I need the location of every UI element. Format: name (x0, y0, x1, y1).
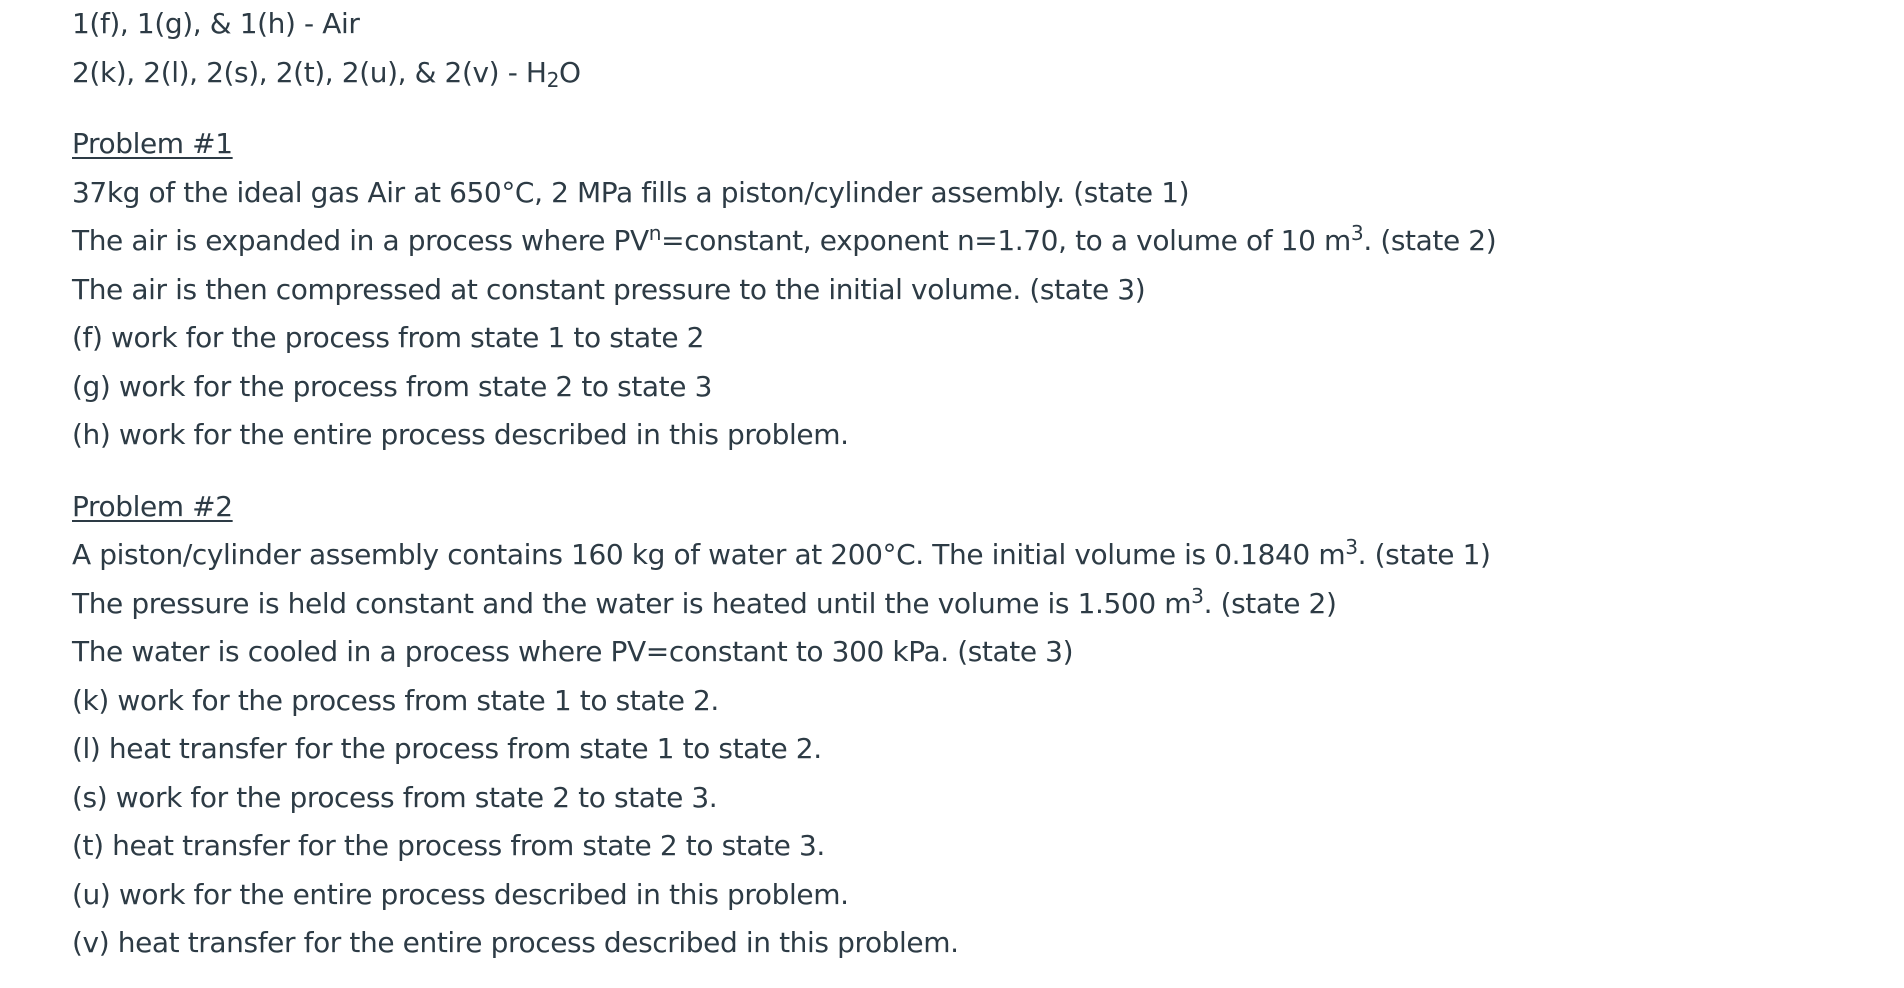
problem-2-heating-pre: The pressure is held constant and the water is heated until the volume is 1.500 m (72, 586, 1192, 620)
problem-1-expansion-pre: The air is expanded in a process where PV (72, 224, 649, 257)
problem-2-heating-post: . (state 2) (1203, 586, 1337, 620)
header-line-water-subscript: 2 (546, 67, 559, 92)
problem-1-item-h: (h) work for the entire process described in this problem. (72, 418, 849, 451)
spacer (72, 97, 1872, 120)
problem-1-item-g: (g) work for the process from state 2 to state 3 (72, 369, 712, 403)
problem-2-intro-post: . (state 1) (1357, 538, 1491, 571)
problem-1-compression: The air is then compressed at constant pressure to the initial volume. (state 3) (72, 272, 1146, 306)
problem-1-item-f: (f) work for the process from state 1 to state 2 (72, 321, 705, 354)
problem-1-expansion-post: . (state 2) (1363, 224, 1497, 257)
problem-2-cooling: The water is cooled in a process where PV=constant to 300 kPa. (state 3) (72, 635, 1074, 668)
problem-2-item-v: (v) heat transfer for the entire process described in this problem. (72, 926, 959, 959)
problem-2-item-u: (u) work for the entire process described in this problem. (72, 877, 849, 911)
problem-1-intro: 37kg of the ideal gas Air at 650°C, 2 MPa fills a piston/cylinder assembly. (state 1) (72, 175, 1190, 209)
problem-2-intro (72, 531, 1872, 580)
problem-1-heading: Problem #1 (72, 127, 233, 160)
problem-1-expansion-mid: =constant, exponent n=1.70, to a volume of 10 m (661, 224, 1351, 257)
problem-2-intro-exponent: 3 (1345, 534, 1358, 559)
problem-document (72, 0, 1872, 968)
problem-1-expansion (72, 217, 1872, 266)
problem-2-item-s: (s) work for the process from state 2 to state 3. (72, 780, 718, 814)
problem-2-heating-exponent: 3 (1191, 583, 1204, 608)
problem-2-item-t: (t) heat transfer for the process from state 2 to state 3. (72, 829, 825, 862)
header-line-water-text: 2(k), 2(l), 2(s), 2(t), 2(u), & 2(v) - H (72, 55, 547, 89)
header-line-air: 1(f), 1(g), & 1(h) - Air (72, 7, 360, 40)
problem-2-intro-pre: A piston/cylinder assembly contains 160 kg of water at 200°C. The initial volume is 0.1840 m (72, 538, 1346, 571)
problem-1-volume-unit-exponent: 3 (1350, 220, 1364, 245)
problem-2-item-l: (l) heat transfer for the process from state 1 to state 2. (72, 732, 822, 765)
problem-1-exponent: n (648, 220, 662, 245)
header-line-water-suffix: O (559, 55, 581, 89)
spacer (72, 460, 1872, 483)
problem-2-item-k: (k) work for the process from state 1 to state 2. (72, 683, 719, 717)
problem-2-heating (72, 580, 1872, 629)
header-line-water (72, 49, 1872, 98)
problem-2-heading: Problem #2 (72, 489, 233, 523)
